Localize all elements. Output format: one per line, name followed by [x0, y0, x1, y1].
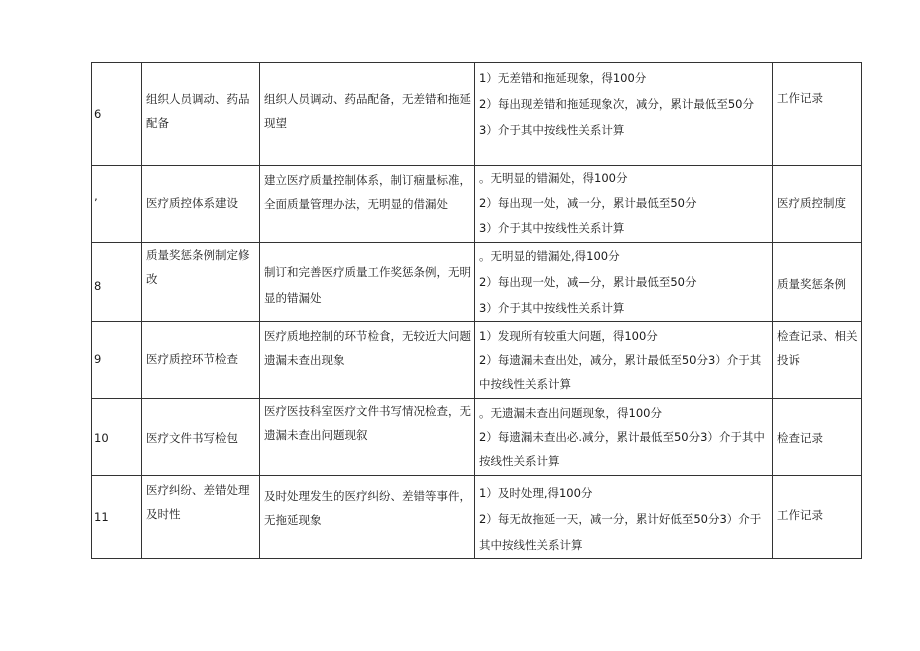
scoring-line: 。无明显的错漏处，得100分 [479, 171, 628, 185]
row-number: 6 [94, 107, 102, 121]
scoring-line: 2）每出现差错和拖延现象次，减分，累计最低至50分 [479, 97, 754, 111]
item-cell [142, 322, 260, 399]
source-text: 质量奖惩条例 [777, 277, 846, 291]
scoring-line: 1）发现所有较重大问题，得100分 [479, 329, 658, 343]
row-number: ’ [94, 196, 98, 210]
row-number: 8 [94, 279, 102, 293]
scoring-cell [475, 322, 773, 399]
standard-cell [260, 399, 475, 476]
scoring-line: 2）每无故拖延一天，减一分，累计好低至50分3）介于其中按线性关系计算 [479, 512, 762, 552]
table-row [92, 322, 862, 399]
row-number-cell [92, 243, 142, 322]
source-text: 工作记录 [777, 508, 823, 522]
item-cell [142, 243, 260, 322]
scoring-line: 1）无差错和拖延现象，得100分 [479, 71, 647, 85]
row-number: 10 [94, 431, 109, 445]
standard-text: 组织人员调动、药品配备，无差错和拖延现望 [264, 92, 471, 130]
scoring-cell [475, 243, 773, 322]
item-text: 医疗文件书写检包 [146, 431, 238, 445]
scoring-line: 1）及时处理,得100分 [479, 486, 593, 500]
standard-cell [260, 322, 475, 399]
source-text: 检查记录 [777, 431, 823, 445]
row-number: 9 [94, 352, 102, 366]
table-row [92, 166, 862, 243]
row-number-cell [92, 63, 142, 166]
standard-text: 建立医疗质量控制体系，制订痼量标准，全面质量管理办法，无明显的借漏处 [264, 173, 471, 211]
row-number-cell [92, 476, 142, 559]
scoring-line: 2）每出现一处，减—分，累计最低至50分 [479, 275, 697, 289]
item-cell [142, 399, 260, 476]
item-text: 组织人员调动、药品配备 [146, 92, 250, 130]
scoring-cell [475, 476, 773, 559]
item-cell [142, 63, 260, 166]
source-text: 检查记录、相关投诉 [777, 329, 858, 367]
source-cell [773, 322, 862, 399]
source-text: 医疗质控制度 [777, 196, 846, 210]
scoring-line: 2）每遗漏未查出必.减分，累计最低至50分3）介于其中按线性关系计算 [479, 430, 765, 468]
source-cell [773, 166, 862, 243]
scoring-line: 。无明显的错漏处,得100分 [479, 249, 620, 263]
source-cell [773, 399, 862, 476]
standard-cell [260, 243, 475, 322]
item-text: 医疗纠纷、差错处理及时性 [146, 483, 250, 521]
assessment-table [91, 62, 862, 559]
row-number-cell [92, 322, 142, 399]
table-row [92, 399, 862, 476]
scoring-line: 2）每遗漏未查出处，减分，累计最低至50分3）介于其中按线性关系计算 [479, 353, 762, 391]
item-cell [142, 166, 260, 243]
standard-text: 医疗质地控制的环节检食，无较近大问题遗漏未查出现象 [264, 329, 471, 367]
scoring-line: 3）介于其中按线性关系计算 [479, 301, 625, 315]
scoring-cell [475, 166, 773, 243]
scoring-line: 2）每出现一处，减一分，累计最低至50分 [479, 196, 697, 210]
standard-text: 制订和完善医疗质量工作奖惩条例，无明显的错漏处 [264, 265, 471, 305]
standard-cell [260, 63, 475, 166]
row-number: 11 [94, 510, 109, 524]
standard-cell [260, 476, 475, 559]
row-number-cell [92, 399, 142, 476]
item-text: 医疗质控环节检查 [146, 352, 238, 366]
scoring-line: 3）介于其中按线性关系计算 [479, 221, 625, 235]
scoring-line: 。无遗漏未查出问题现象，得100分 [479, 406, 662, 420]
source-text: 工作记录 [777, 91, 823, 105]
item-text: 质量奖惩条例制定修改 [146, 248, 250, 286]
item-cell [142, 476, 260, 559]
row-number-cell [92, 166, 142, 243]
standard-text: 医疗医技科室医疗文件书写情况检查，无遗漏未查出问题现叙 [264, 404, 471, 442]
standard-text: 及时处理发生的医疗纠纷、差错等事件，无拖延现象 [264, 489, 471, 527]
item-text: 医疗质控体系建设 [146, 196, 238, 210]
table-row [92, 243, 862, 322]
standard-cell [260, 166, 475, 243]
scoring-cell [475, 63, 773, 166]
scoring-cell [475, 399, 773, 476]
source-cell [773, 476, 862, 559]
source-cell [773, 243, 862, 322]
source-cell [773, 63, 862, 166]
table-row [92, 476, 862, 559]
scoring-line: 3）介于其中按线性关系计算 [479, 123, 625, 137]
table-row [92, 63, 862, 166]
